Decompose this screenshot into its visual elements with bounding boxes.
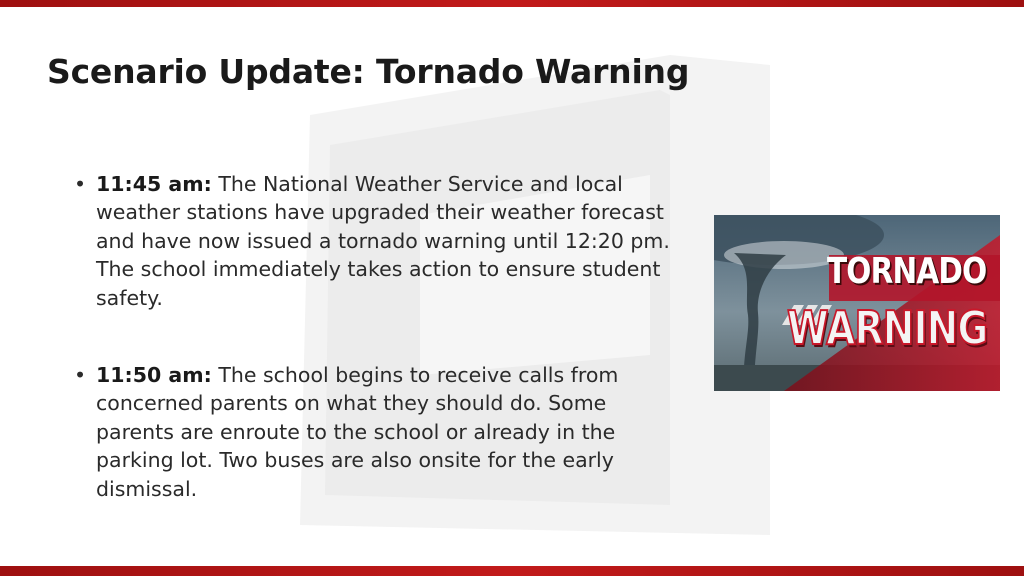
bullet-item: [72, 170, 672, 312]
tornado-warning-image: [714, 215, 1000, 391]
bottom-accent-bar: [0, 566, 1024, 576]
slide-title: Scenario Update: Tornado Warning: [47, 52, 690, 91]
bullet-item: [72, 361, 672, 503]
image-text-tornado: TORNADO: [826, 251, 986, 292]
top-accent-bar: [0, 0, 1024, 7]
bullet-icon: •: [74, 172, 87, 196]
image-text-warning: WARNING: [787, 301, 988, 355]
bullet-time: 11:50 am:: [96, 363, 212, 388]
bullet-list: [72, 170, 672, 503]
bullet-text: The National Weather Service and local weather stations have upgraded their weather forecast and have now issued a tornado warning until 12:20 pm. The school immediately takes action to ensure student safety.: [96, 172, 670, 310]
bullet-text: The school begins to receive calls from concerned parents on what they should do. Some parents are enroute to the school or already in the parking lot. Two buses are also onsite for the early dismissal.: [96, 363, 619, 501]
bullet-icon: •: [74, 363, 87, 388]
bullet-time: 11:45 am:: [96, 172, 212, 196]
